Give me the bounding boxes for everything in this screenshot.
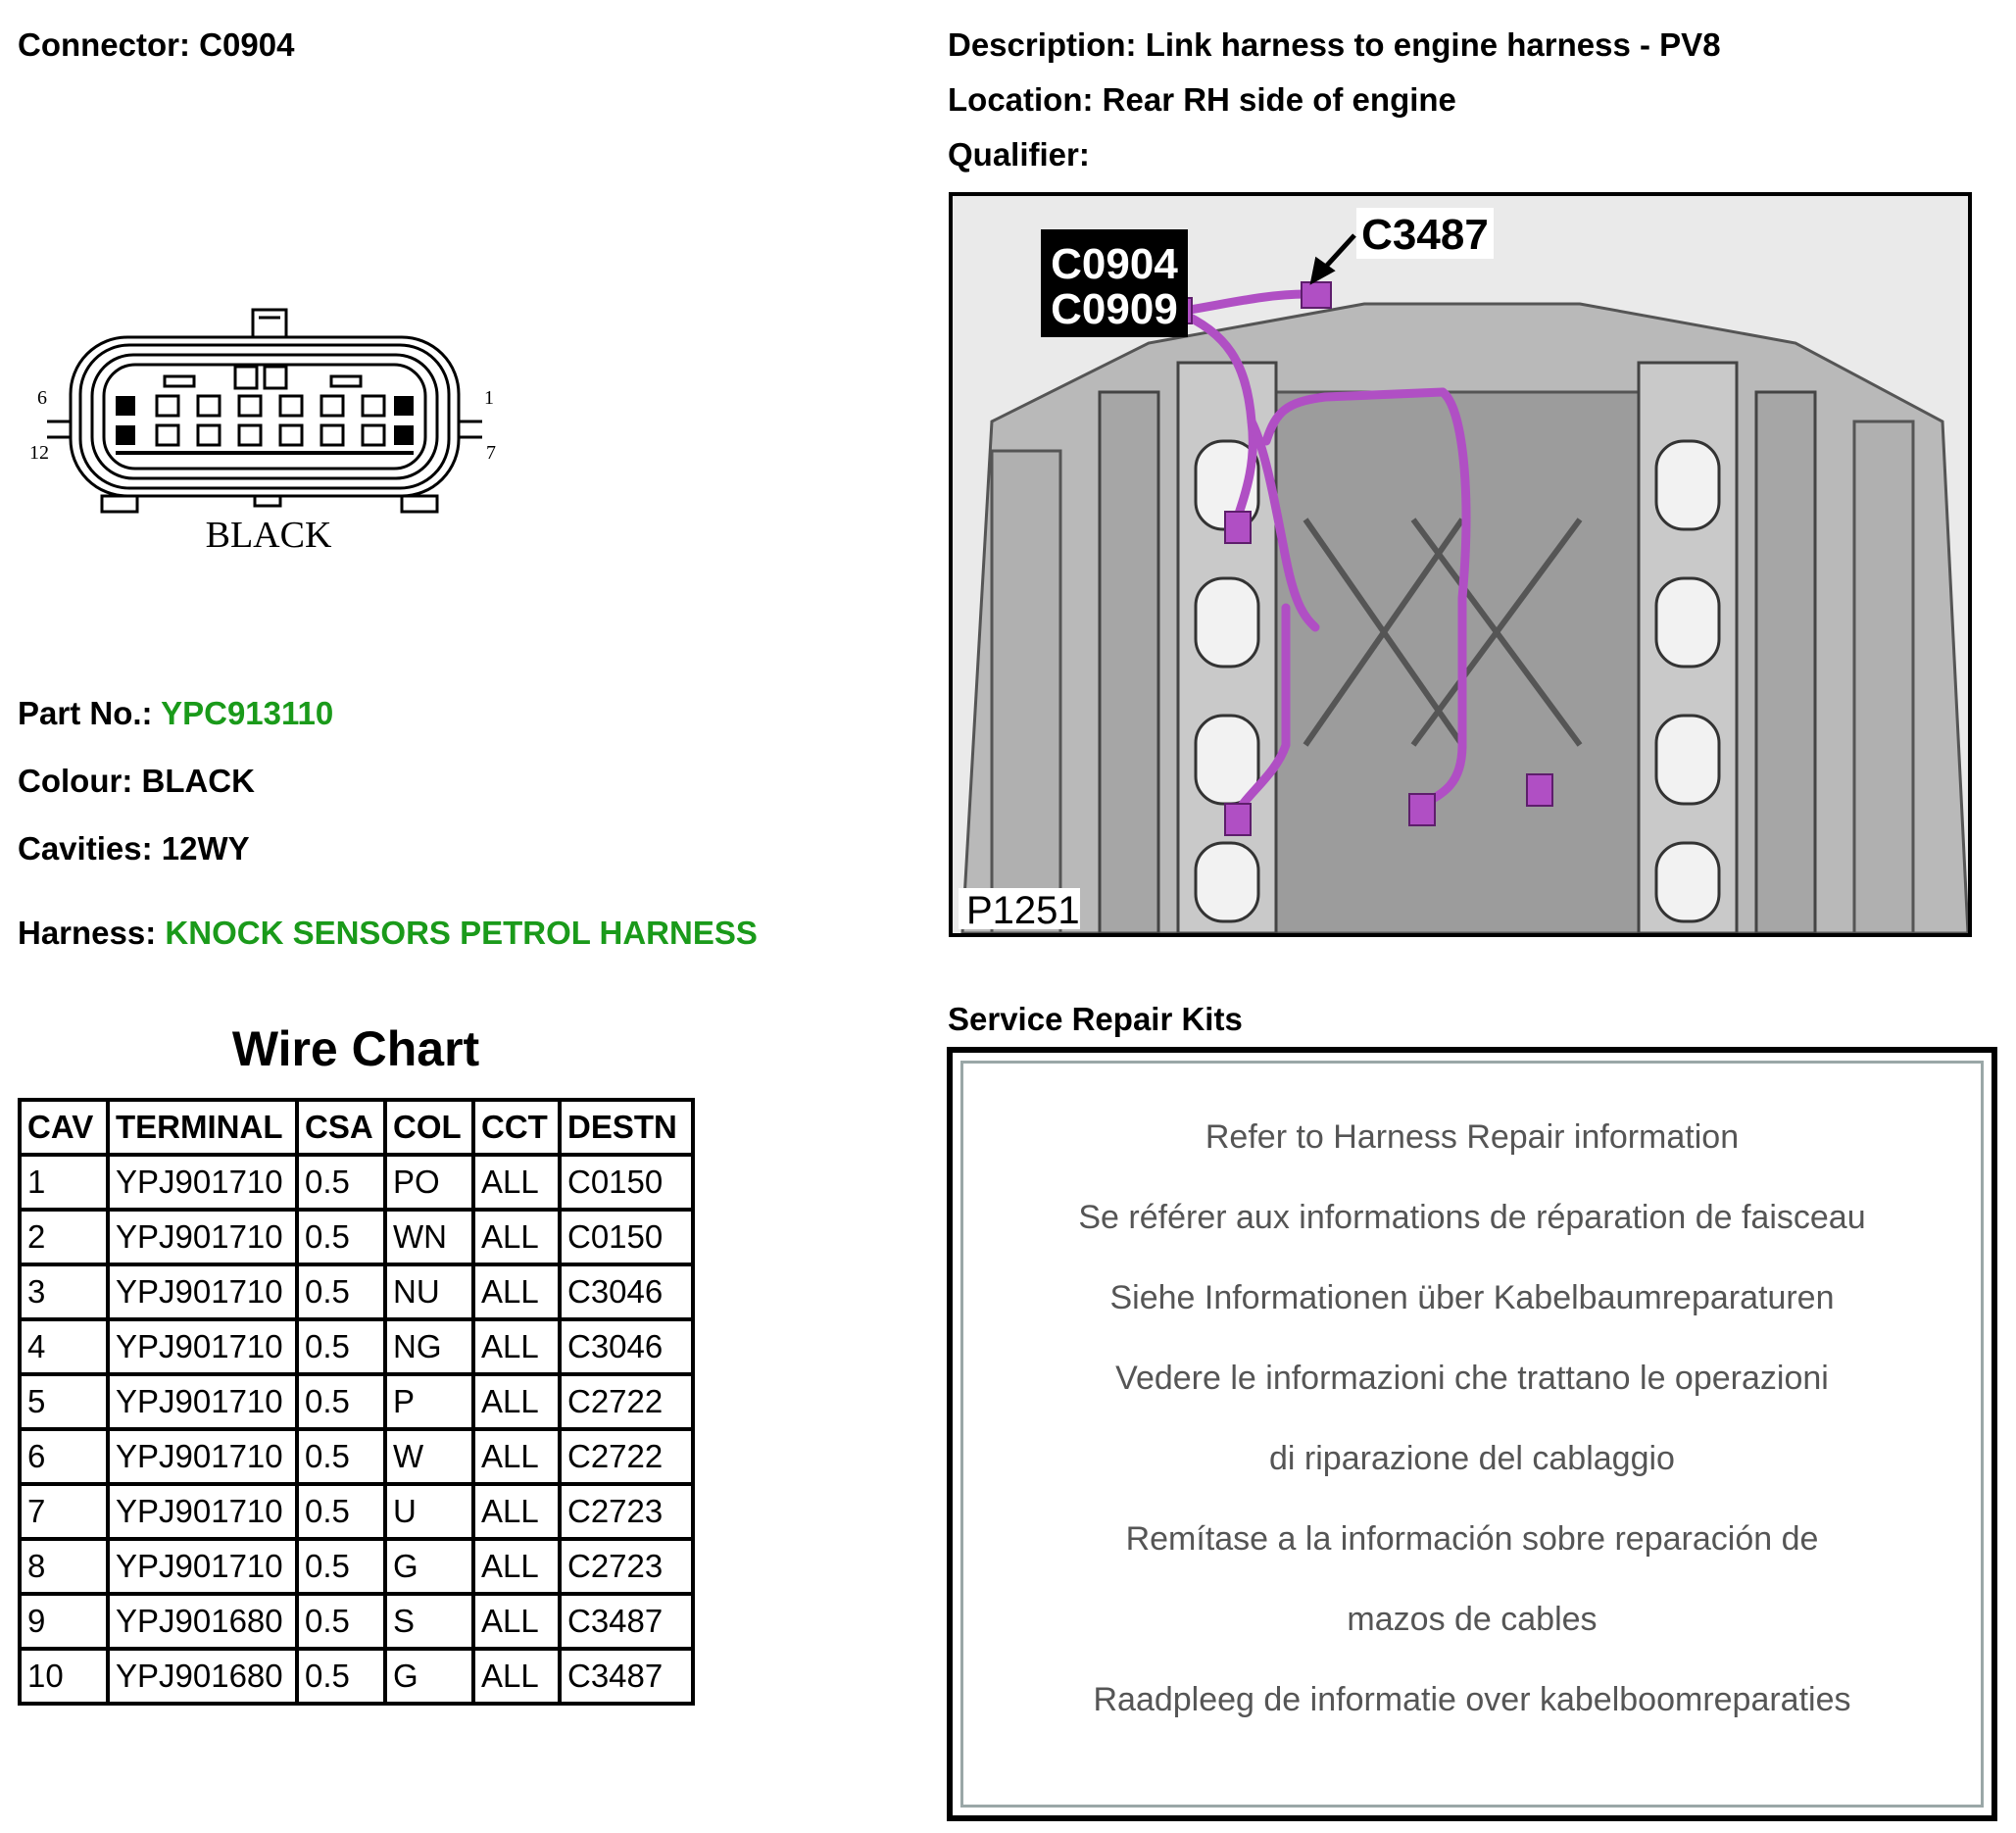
connector-value: C0904 <box>199 26 295 63</box>
cell-cav: 3 <box>20 1264 108 1319</box>
cell-terminal: YPJ901710 <box>108 1264 297 1319</box>
connector-label: Connector: <box>18 26 190 63</box>
qualifier-label: Qualifier: <box>948 136 1090 173</box>
callout-connector-secondary: C0909 <box>1051 285 1178 333</box>
cell-csa: 0.5 <box>297 1210 385 1264</box>
kit-line-fr: Se référer aux informations de réparation de faisceau <box>1078 1199 1866 1236</box>
connector-face-drawing <box>20 294 510 569</box>
cell-terminal: YPJ901710 <box>108 1484 297 1539</box>
cell-col: G <box>385 1649 473 1704</box>
cell-destn: C3046 <box>560 1264 693 1319</box>
cell-csa: 0.5 <box>297 1484 385 1539</box>
cell-csa: 0.5 <box>297 1649 385 1704</box>
engine-location-image <box>949 192 1972 937</box>
table-row <box>20 1539 693 1594</box>
harness-field <box>18 914 758 953</box>
column-header-cct: CCT <box>473 1100 560 1155</box>
cell-cav: 4 <box>20 1319 108 1374</box>
kit-line-en: Refer to Harness Repair information <box>1205 1118 1740 1156</box>
service-repair-kits-inner <box>960 1061 1984 1808</box>
cell-cct: ALL <box>473 1539 560 1594</box>
kit-line-it-1: Vedere le informazioni che trattano le operazioni <box>1115 1360 1829 1397</box>
pin-label-top-left: 6 <box>37 387 47 409</box>
cell-csa: 0.5 <box>297 1539 385 1594</box>
table-row <box>20 1594 693 1649</box>
cell-terminal: YPJ901680 <box>108 1649 297 1704</box>
column-header-cav: CAV <box>20 1100 108 1155</box>
cell-col: U <box>385 1484 473 1539</box>
connector-face-diagram <box>20 294 510 569</box>
table-row <box>20 1155 693 1210</box>
kit-line-es-2: mazos de cables <box>1347 1601 1598 1638</box>
cell-destn: C2723 <box>560 1484 693 1539</box>
engine-illustration <box>953 196 1968 933</box>
colour-field <box>18 762 255 801</box>
table-row <box>20 1374 693 1429</box>
cell-cct: ALL <box>473 1264 560 1319</box>
description-label: Description: <box>948 26 1137 63</box>
cell-col: WN <box>385 1210 473 1264</box>
cell-destn: C3487 <box>560 1594 693 1649</box>
cell-cav: 10 <box>20 1649 108 1704</box>
cell-destn: C0150 <box>560 1155 693 1210</box>
cell-col: P <box>385 1374 473 1429</box>
kit-line-es-1: Remítase a la información sobre reparación de <box>1125 1520 1819 1558</box>
cell-cct: ALL <box>473 1594 560 1649</box>
wire-chart-title: Wire Chart <box>231 1021 480 1076</box>
harness-value[interactable]: KNOCK SENSORS PETROL HARNESS <box>165 915 758 951</box>
part-number-field <box>18 694 333 733</box>
cell-destn: C3046 <box>560 1319 693 1374</box>
table-row <box>20 1210 693 1264</box>
cell-terminal: YPJ901710 <box>108 1210 297 1264</box>
kit-line-de: Siehe Informationen über Kabelbaumreparaturen <box>1109 1279 1835 1316</box>
location-value: Rear RH side of engine <box>1102 81 1456 118</box>
cell-col: PO <box>385 1155 473 1210</box>
column-header-destn: DESTN <box>560 1100 693 1155</box>
cavities-value: 12WY <box>161 830 250 867</box>
colour-label: Colour: <box>18 763 133 799</box>
part-number-value[interactable]: YPC913110 <box>161 695 334 731</box>
colour-value: BLACK <box>141 763 255 799</box>
cell-terminal: YPJ901710 <box>108 1429 297 1484</box>
column-header-terminal: TERMINAL <box>108 1100 297 1155</box>
cell-csa: 0.5 <box>297 1319 385 1374</box>
cell-cct: ALL <box>473 1484 560 1539</box>
cell-cav: 5 <box>20 1374 108 1429</box>
connector-field <box>18 25 294 65</box>
cell-csa: 0.5 <box>297 1374 385 1429</box>
pin-label-bottom-right: 7 <box>486 442 496 464</box>
cell-destn: C0150 <box>560 1210 693 1264</box>
cell-cct: ALL <box>473 1649 560 1704</box>
harness-label: Harness: <box>18 915 157 951</box>
cell-csa: 0.5 <box>297 1264 385 1319</box>
cell-csa: 0.5 <box>297 1594 385 1649</box>
cavities-label: Cavities: <box>18 830 153 867</box>
cell-col: S <box>385 1594 473 1649</box>
cell-terminal: YPJ901710 <box>108 1155 297 1210</box>
cell-col: G <box>385 1539 473 1594</box>
cell-destn: C2722 <box>560 1374 693 1429</box>
table-header-row <box>20 1100 693 1155</box>
wire-chart-table <box>18 1098 695 1706</box>
pin-label-top-right: 1 <box>484 387 494 409</box>
image-reference-label: P1251 <box>966 889 1080 932</box>
table-row <box>20 1649 693 1704</box>
cell-destn: C2723 <box>560 1539 693 1594</box>
location-field <box>948 80 1456 120</box>
connector-color-label: BLACK <box>205 515 332 556</box>
cell-cct: ALL <box>473 1429 560 1484</box>
cell-col: NU <box>385 1264 473 1319</box>
cell-cct: ALL <box>473 1155 560 1210</box>
column-header-col: COL <box>385 1100 473 1155</box>
cell-cav: 2 <box>20 1210 108 1264</box>
part-number-label: Part No.: <box>18 695 153 731</box>
cell-cav: 8 <box>20 1539 108 1594</box>
cell-terminal: YPJ901680 <box>108 1594 297 1649</box>
cavities-field <box>18 829 250 868</box>
description-field <box>948 25 1721 65</box>
kit-line-nl: Raadpleeg de informatie over kabelboomreparaties <box>1093 1681 1851 1718</box>
description-value: Link harness to engine harness - PV8 <box>1145 26 1721 63</box>
cell-csa: 0.5 <box>297 1429 385 1484</box>
callout-connector-c3487: C3487 <box>1361 211 1489 259</box>
callout-connector-primary: C0904 <box>1051 240 1178 288</box>
cell-cct: ALL <box>473 1319 560 1374</box>
cell-cav: 9 <box>20 1594 108 1649</box>
cell-terminal: YPJ901710 <box>108 1319 297 1374</box>
table-row <box>20 1264 693 1319</box>
pin-label-bottom-left: 12 <box>29 442 49 464</box>
cell-destn: C3487 <box>560 1649 693 1704</box>
cell-terminal: YPJ901710 <box>108 1539 297 1594</box>
cell-cav: 7 <box>20 1484 108 1539</box>
kit-line-it-2: di riparazione del cablaggio <box>1269 1440 1675 1477</box>
location-label: Location: <box>948 81 1094 118</box>
cell-destn: C2722 <box>560 1429 693 1484</box>
column-header-csa: CSA <box>297 1100 385 1155</box>
table-row <box>20 1429 693 1484</box>
cell-col: W <box>385 1429 473 1484</box>
qualifier-field <box>948 135 1090 174</box>
table-row <box>20 1319 693 1374</box>
cell-cct: ALL <box>473 1210 560 1264</box>
cell-terminal: YPJ901710 <box>108 1374 297 1429</box>
cell-cct: ALL <box>473 1374 560 1429</box>
cell-col: NG <box>385 1319 473 1374</box>
cell-cav: 1 <box>20 1155 108 1210</box>
table-row <box>20 1484 693 1539</box>
cell-csa: 0.5 <box>297 1155 385 1210</box>
cell-cav: 6 <box>20 1429 108 1484</box>
service-repair-kits-box <box>947 1047 1997 1821</box>
service-repair-kits-title: Service Repair Kits <box>948 1001 1243 1037</box>
